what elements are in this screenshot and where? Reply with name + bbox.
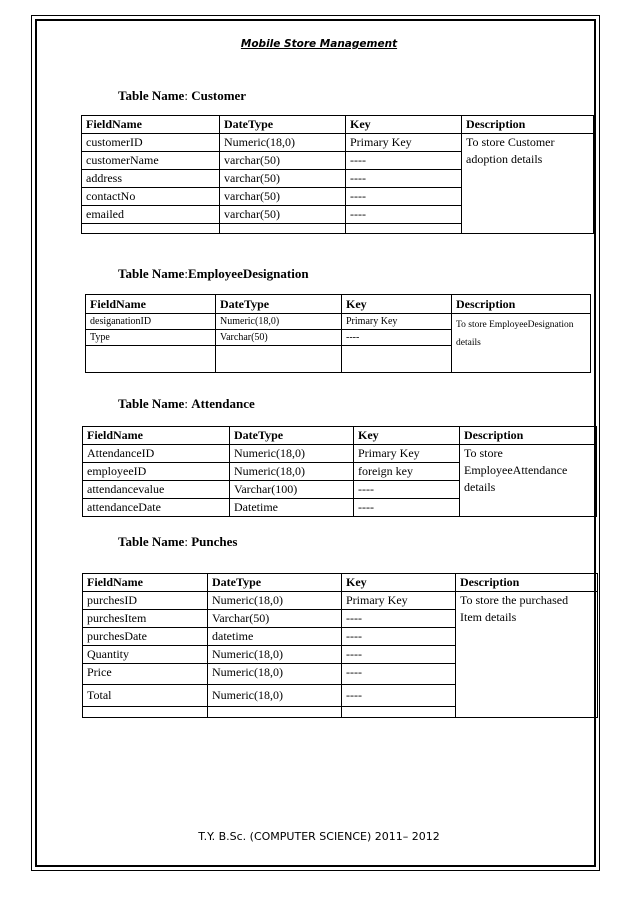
cell-empty xyxy=(83,707,208,718)
cell-fieldname: Type xyxy=(86,330,216,346)
cell-empty xyxy=(82,224,220,234)
cell-datatype: Numeric(18,0) xyxy=(230,463,354,481)
table-heading-label: Table Name xyxy=(118,534,185,549)
cell-datatype: Numeric(18,0) xyxy=(208,646,342,664)
cell-datatype: varchar(50) xyxy=(220,206,346,224)
cell-datatype: Numeric(18,0) xyxy=(208,685,342,707)
table-employeedesignation xyxy=(85,294,591,373)
cell-key: ---- xyxy=(354,499,460,517)
cell-datatype: Numeric(18,0) xyxy=(220,134,346,152)
cell-key: Primary Key xyxy=(354,445,460,463)
cell-description: To store Customer adoption details xyxy=(462,134,594,234)
cell-datatype: Numeric(18,0) xyxy=(208,664,342,685)
cell-empty xyxy=(220,224,346,234)
cell-key: Primary Key xyxy=(346,134,462,152)
table-header-row xyxy=(86,295,591,314)
col-header-datatype: DateType xyxy=(220,116,346,134)
table-row xyxy=(83,592,598,610)
col-header-description: Description xyxy=(460,427,597,445)
col-header-key: Key xyxy=(342,295,452,314)
table-punches xyxy=(82,573,598,718)
table-heading-attendance xyxy=(118,396,255,412)
cell-key: ---- xyxy=(354,481,460,499)
cell-key: ---- xyxy=(346,152,462,170)
table-heading-sep: : xyxy=(184,396,192,411)
cell-datatype: Varchar(100) xyxy=(230,481,354,499)
cell-datatype: Numeric(18,0) xyxy=(216,314,342,330)
cell-fieldname: attendanceDate xyxy=(83,499,230,517)
cell-fieldname: address xyxy=(82,170,220,188)
table-heading-name: Punches xyxy=(191,534,238,549)
table-heading-name: EmployeeDesignation xyxy=(187,266,309,281)
cell-key: ---- xyxy=(346,188,462,206)
cell-empty xyxy=(342,346,452,373)
cell-key: ---- xyxy=(346,206,462,224)
cell-fieldname: Quantity xyxy=(83,646,208,664)
cell-fieldname: AttendanceID xyxy=(83,445,230,463)
cell-fieldname: contactNo xyxy=(82,188,220,206)
cell-key: ---- xyxy=(342,664,456,685)
cell-datatype: Varchar(50) xyxy=(208,610,342,628)
table-heading-name: Attendance xyxy=(191,396,255,411)
table-customer xyxy=(81,115,594,234)
table-heading-sep: : xyxy=(184,266,188,281)
table-row xyxy=(82,134,594,152)
table-header-row xyxy=(83,427,597,445)
cell-datatype: varchar(50) xyxy=(220,188,346,206)
col-header-description: Description xyxy=(452,295,591,314)
cell-empty xyxy=(346,224,462,234)
cell-fieldname: Total xyxy=(83,685,208,707)
cell-key: ---- xyxy=(342,685,456,707)
cell-key: foreign key xyxy=(354,463,460,481)
col-header-description: Description xyxy=(462,116,594,134)
col-header-fieldname: FieldName xyxy=(82,116,220,134)
table-header-row xyxy=(83,574,598,592)
col-header-key: Key xyxy=(342,574,456,592)
cell-key: Primary Key xyxy=(342,592,456,610)
col-header-fieldname: FieldName xyxy=(83,574,208,592)
cell-empty xyxy=(208,707,342,718)
page-footer: T.Y. B.Sc. (COMPUTER SCIENCE) 2011– 2012 xyxy=(198,830,440,843)
table-heading-name: Customer xyxy=(191,88,247,103)
cell-fieldname: purchesItem xyxy=(83,610,208,628)
cell-datatype: Numeric(18,0) xyxy=(230,445,354,463)
cell-datatype: Datetime xyxy=(230,499,354,517)
table-heading-label: Table Name xyxy=(118,266,185,281)
cell-fieldname: emailed xyxy=(82,206,220,224)
col-header-key: Key xyxy=(346,116,462,134)
col-header-datatype: DateType xyxy=(230,427,354,445)
cell-description: To store EmployeeAttendance details xyxy=(460,445,597,517)
cell-description: To store EmployeeDesignation details xyxy=(452,314,591,373)
cell-fieldname: employeeID xyxy=(83,463,230,481)
col-header-description: Description xyxy=(456,574,598,592)
cell-datatype: varchar(50) xyxy=(220,170,346,188)
cell-empty xyxy=(216,346,342,373)
cell-fieldname: Price xyxy=(83,664,208,685)
cell-fieldname: attendancevalue xyxy=(83,481,230,499)
table-header-row xyxy=(82,116,594,134)
cell-fieldname: purchesID xyxy=(83,592,208,610)
col-header-fieldname: FieldName xyxy=(86,295,216,314)
table-heading-employeedesignation xyxy=(118,266,309,282)
document-title: Mobile Store Management xyxy=(240,38,398,50)
col-header-datatype: DateType xyxy=(216,295,342,314)
cell-datatype: Varchar(50) xyxy=(216,330,342,346)
table-heading-customer xyxy=(118,88,246,104)
cell-key: ---- xyxy=(342,330,452,346)
table-heading-punches xyxy=(118,534,237,550)
cell-key: ---- xyxy=(342,646,456,664)
cell-fieldname: customerID xyxy=(82,134,220,152)
col-header-key: Key xyxy=(354,427,460,445)
cell-datatype: varchar(50) xyxy=(220,152,346,170)
cell-key: ---- xyxy=(342,610,456,628)
table-attendance xyxy=(82,426,597,517)
cell-fieldname: purchesDate xyxy=(83,628,208,646)
table-heading-sep: : xyxy=(184,88,192,103)
cell-fieldname: desiganationID xyxy=(86,314,216,330)
cell-key: Primary Key xyxy=(342,314,452,330)
cell-empty xyxy=(86,346,216,373)
cell-empty xyxy=(342,707,456,718)
cell-datatype: datetime xyxy=(208,628,342,646)
cell-key: ---- xyxy=(346,170,462,188)
cell-datatype: Numeric(18,0) xyxy=(208,592,342,610)
cell-fieldname: customerName xyxy=(82,152,220,170)
cell-key: ---- xyxy=(342,628,456,646)
table-heading-label: Table Name xyxy=(118,396,185,411)
table-heading-label: Table Name xyxy=(118,88,185,103)
table-heading-sep: : xyxy=(184,534,192,549)
table-row xyxy=(83,445,597,463)
col-header-datatype: DateType xyxy=(208,574,342,592)
table-row xyxy=(86,314,591,330)
col-header-fieldname: FieldName xyxy=(83,427,230,445)
cell-description: To store the purchased Item details xyxy=(456,592,598,718)
